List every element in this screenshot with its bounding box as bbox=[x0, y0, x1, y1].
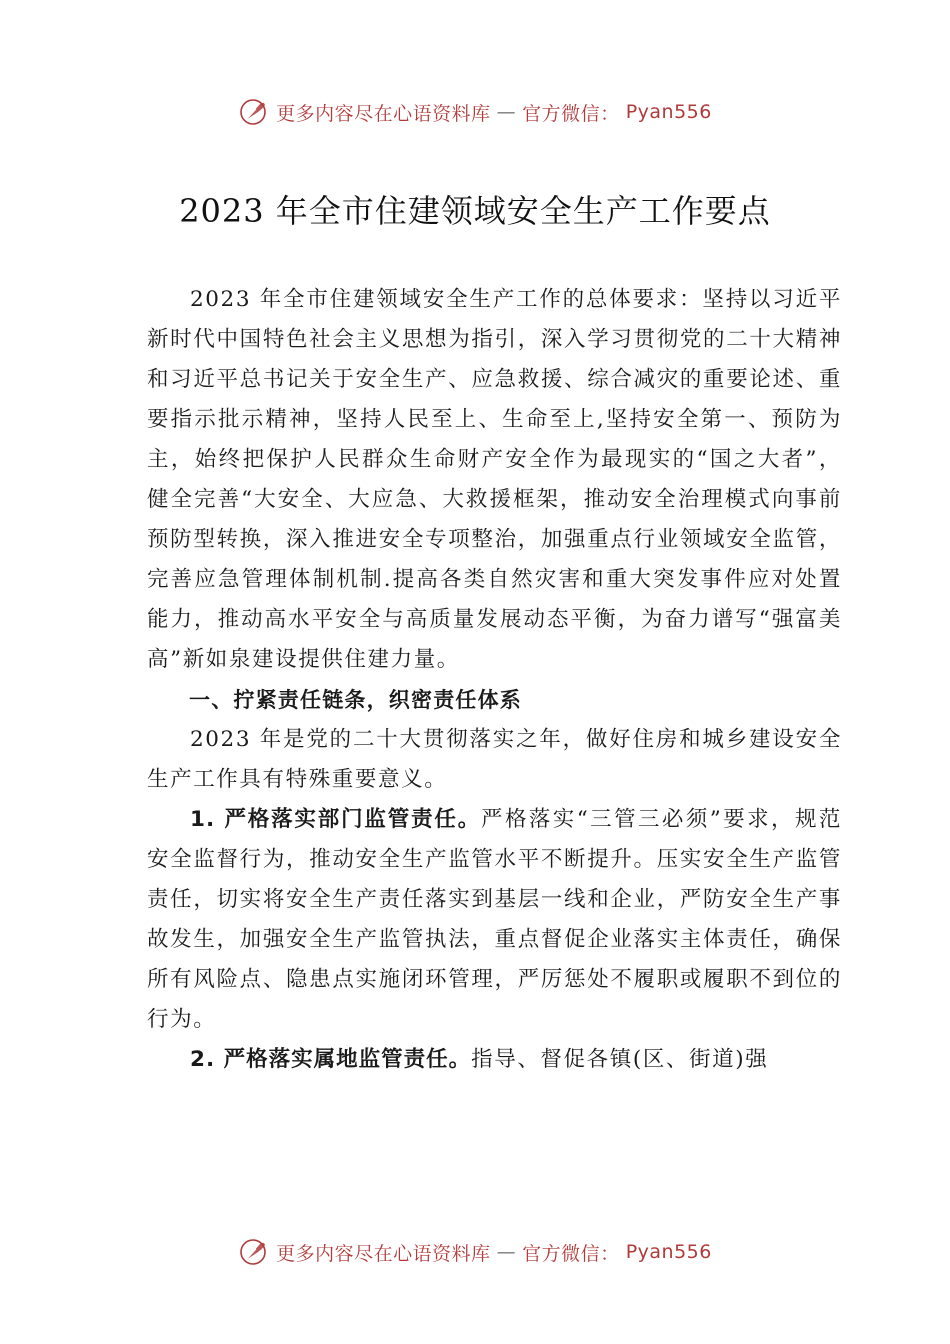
watermark-header bbox=[0, 96, 950, 128]
watermark-main-text: 更多内容尽在心语资料库 bbox=[276, 102, 491, 125]
item-2-heading: 2. 严格落实属地监管责任。 bbox=[190, 1047, 472, 1072]
document-body bbox=[147, 280, 842, 1080]
intro-paragraph: 2023 年全市住建领域安全生产工作的总体要求：坚持以习近平新时代中国特色社会主义思想为指引，深入学习贯彻党的二十大精神和习近平总书记关于安全生产、应急救援、综合减灾的重要论述、重要指示批示精神，坚持人民至上、生命至上,坚持安全第一、预防为主，始终把保护人民群众生命财产安全作为最现实的“国之大者”，健全完善“大安全、大应急、大救援框架，推动安全治理模式向事前预防型转换，深入推进安全专项整治，加强重点行业领域安全监管，完善应急管理体制机制.提高各类自然灾害和重大突发事件应对处置能力，推动高水平安全与高质量发展动态平衡，为奋力谱写“强富美高”新如泉建设提供住建力量。 bbox=[147, 287, 842, 672]
watermark-separator: — bbox=[496, 1241, 517, 1263]
watermark-account-prefix: 官方微信： bbox=[522, 102, 620, 125]
watermark-account-id: Pyan556 bbox=[625, 101, 712, 123]
item-1-paragraph bbox=[147, 800, 842, 1040]
item-1-heading: 1. 严格落实部门监管责任。 bbox=[190, 807, 482, 832]
feather-pen-logo-icon bbox=[238, 96, 270, 128]
item-1-body: 严格落实“三管三必须”要求，规范安全监督行为，推动安全生产监管水平不断提升。压实安全生产监管责任，切实将安全生产责任落实到基层一线和企业，严防安全生产事故发生，加强安全生产监管执法，重点督促企业落实主体责任，确保所有风险点、隐患点实施闭环管理，严厉惩处不履职或履职不到位的行为。 bbox=[147, 807, 842, 1032]
watermark-account-id: Pyan556 bbox=[625, 1241, 712, 1263]
section-heading: 一、拧紧责任链条，织密责任体系 bbox=[189, 688, 522, 712]
watermark-account-prefix: 官方微信： bbox=[522, 1242, 620, 1265]
item-2-body: 指导、督促各镇(区、街道)强 bbox=[471, 1047, 769, 1072]
watermark-main-text: 更多内容尽在心语资料库 bbox=[276, 1242, 491, 1265]
watermark-separator: — bbox=[496, 101, 517, 123]
item-2-paragraph bbox=[147, 1040, 842, 1080]
watermark-footer bbox=[0, 1236, 950, 1268]
document-title: 2023 年全市住建领域安全生产工作要点 bbox=[179, 192, 771, 230]
section-intro-paragraph: 2023 年是党的二十大贯彻落实之年，做好住房和城乡建设安全生产工作具有特殊重要意义。 bbox=[147, 727, 842, 792]
feather-pen-logo-icon bbox=[238, 1236, 270, 1268]
